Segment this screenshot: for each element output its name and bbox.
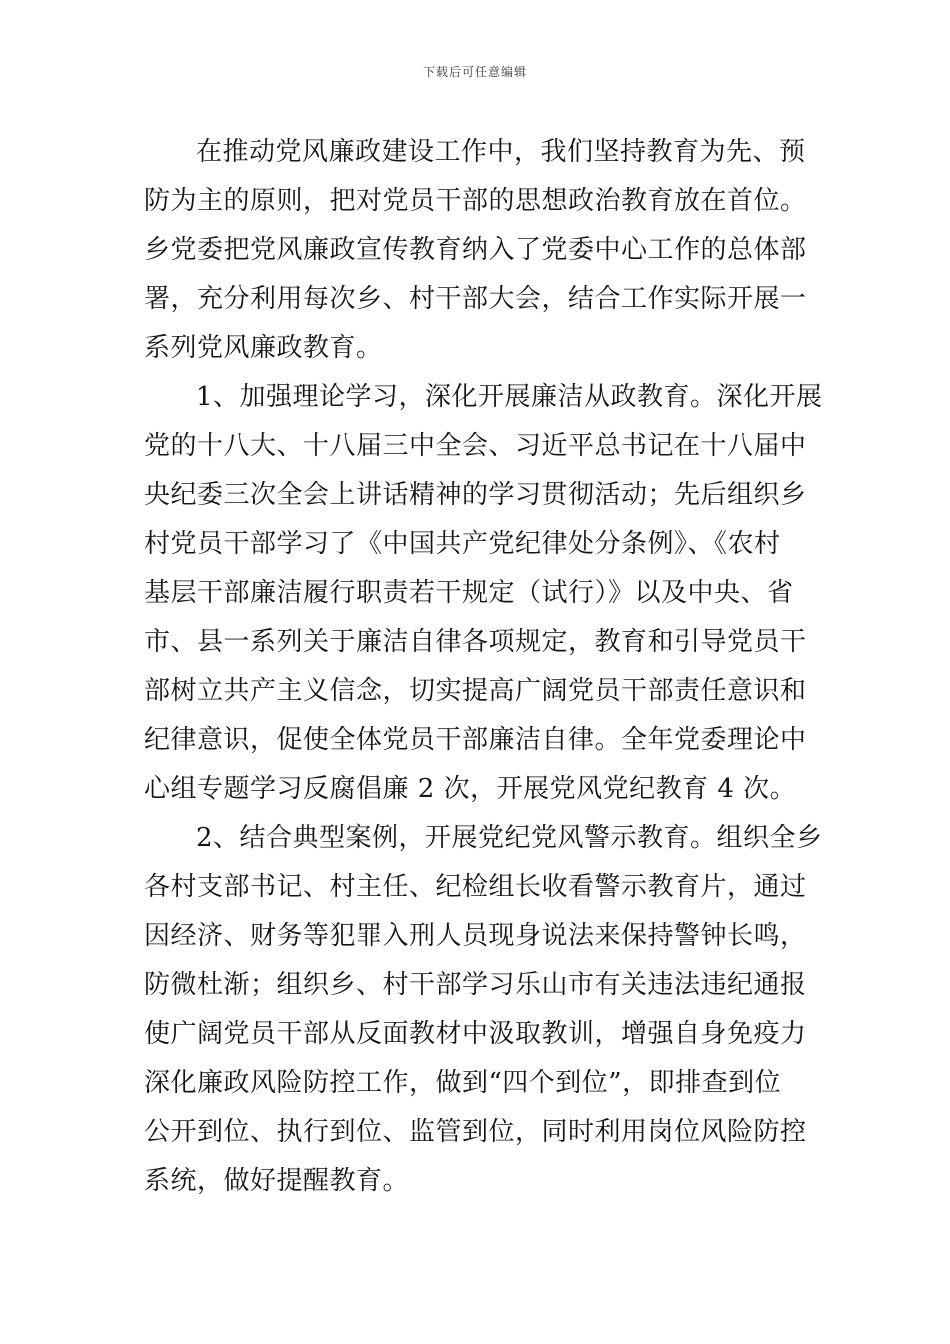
text-line: 使广阔党员干部从反面教材中汲取教训，增强自身免疫力 [144, 1019, 807, 1049]
text-line: 系统，做好提醒教育。 [144, 1166, 410, 1196]
paragraph-theory-study [144, 373, 823, 814]
text-line: 深化廉政风险防控工作，做到“四个到位”，即排查到位 [144, 1068, 782, 1098]
text-line: 防微杜渐；组织乡、村干部学习乐山市有关违法违纪通报 [144, 970, 807, 1000]
text-line: 部树立共产主义信念，切实提高广阔党员干部责任意识和 [144, 676, 807, 706]
page-header: 下载后可任意编辑 [422, 65, 527, 79]
text-line: 1、加强理论学习，深化开展廉洁从政教育。深化开展 [196, 382, 823, 412]
text-line: 因经济、财务等犯罪入刑人员现身说法来保持警钟长鸣， [144, 921, 807, 951]
text-line: 各村支部书记、村主任、纪检组长收看警示教育片，通过 [144, 872, 807, 902]
text-line: 乡党委把党风廉政宣传教育纳入了党委中心工作的总体部 [144, 235, 807, 265]
paragraph-intro [144, 128, 808, 373]
text-line: 心组专题学习反腐倡廉 2 次，开展党风党纪教育 4 次。 [144, 774, 797, 804]
text-line: 基层干部廉洁履行职责若干规定（试行）》以及中央、省 [144, 578, 794, 608]
text-line: 央纪委三次全会上讲话精神的学习贯彻活动；先后组织乡 [144, 480, 807, 510]
text-line: 防为主的原则，把对党员干部的思想政治教育放在首位。 [144, 186, 807, 216]
text-line: 2、结合典型案例，开展党纪党风警示教育。组织全乡 [196, 823, 823, 853]
text-line: 党的十八大、十八届三中全会、习近平总书记在十八届中 [144, 431, 807, 461]
text-line: 系列党风廉政教育。 [144, 333, 383, 363]
paragraph-warning-education [144, 814, 823, 1206]
text-line: 在推动党风廉政建设工作中，我们坚持教育为先、预 [196, 137, 806, 167]
text-line: 市、县一系列关于廉洁自律各项规定，教育和引导党员干 [144, 627, 807, 657]
text-line: 纪律意识，促使全体党员干部廉洁自律。全年党委理论中 [144, 725, 807, 755]
text-line: 公开到位、执行到位、监管到位，同时利用岗位风险防控 [144, 1117, 807, 1147]
text-line: 村党员干部学习了《中国共产党纪律处分条例》、《农村 [144, 529, 781, 559]
text-line: 署，充分利用每次乡、村干部大会，结合工作实际开展一 [144, 284, 807, 314]
document-body [144, 128, 823, 1206]
